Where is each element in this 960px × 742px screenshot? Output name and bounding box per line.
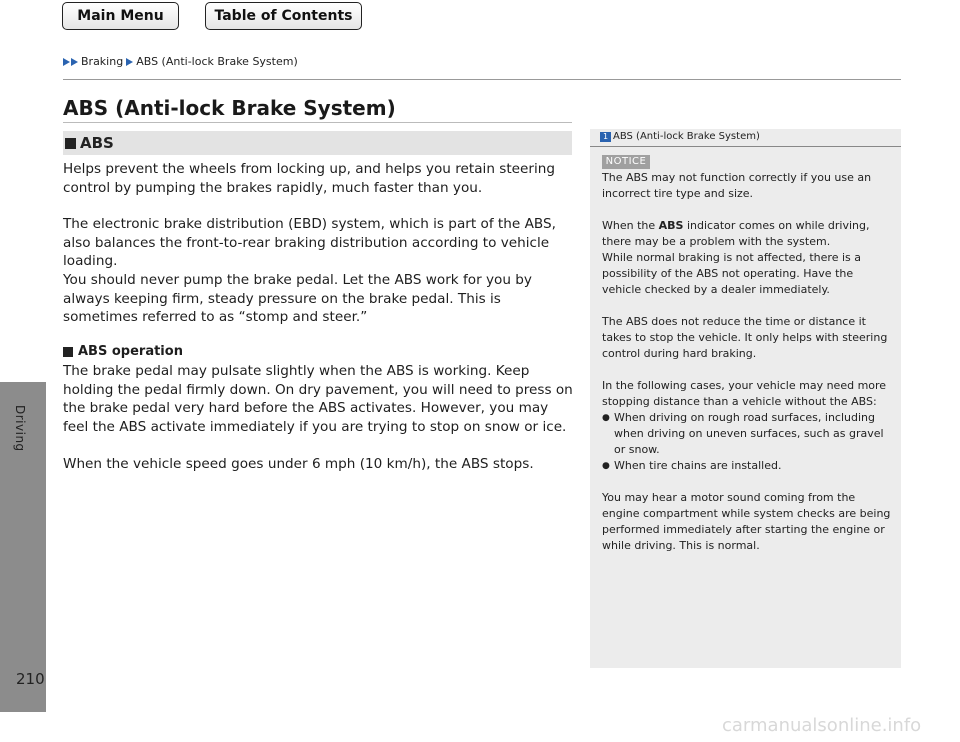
paragraph: The brake pedal may pulsate slightly when the ABS is working. Keep holding the pedal firmly down. On dry pavement, you will need to press on the brake pedal very hard before the ABS activates. However, you may feel the ABS activate immediately if you are trying to stop on snow or ice.	[63, 363, 573, 435]
breadcrumb-arrow-icon	[71, 58, 78, 66]
paragraph: The electronic brake distribution (EBD) system, which is part of the ABS, also balances the front-to-rear braking distribution according to vehicle loading.	[63, 216, 556, 269]
indicator-text-post: indicator comes on while driving, there may be a problem with the system.	[602, 219, 870, 248]
paragraph: Helps prevent the wheels from locking up, and helps you retain steering control by pumping the brakes rapidly, much faster than you.	[63, 161, 556, 196]
conditions-list	[602, 410, 894, 474]
indicator-paragraph	[602, 218, 894, 250]
breadcrumb-item-braking[interactable]: Braking	[81, 55, 124, 68]
page-title: ABS (Anti-lock Brake System)	[63, 96, 396, 120]
section-title: ABS	[80, 134, 114, 152]
header-divider	[63, 79, 901, 80]
note-paragraph: While normal braking is not affected, there is a possibility of the ABS not operating. Have the vehicle checked by a dealer immediately.	[602, 251, 861, 296]
square-bullet-icon	[65, 138, 76, 149]
list-item: ● When tire chains are installed.	[602, 458, 894, 474]
title-divider	[63, 122, 572, 123]
side-tab-label: Driving	[13, 405, 27, 452]
watermark: carmanualsonline.info	[722, 715, 922, 736]
breadcrumb	[63, 55, 298, 68]
side-note-heading-text: ABS (Anti-lock Brake System)	[613, 131, 760, 142]
reference-number-icon: 1	[600, 132, 611, 142]
abs-indicator-label: ABS	[658, 219, 684, 232]
breadcrumb-item-abs: ABS (Anti-lock Brake System)	[136, 55, 298, 68]
paragraph: You should never pump the brake pedal. Let the ABS work for you by always keeping firm, steady pressure on the brake pedal. This is sometimes referred to as “stomp and steer.”	[63, 272, 532, 325]
note-paragraph: In the following cases, your vehicle may need more stopping distance than a vehicle without the ABS:	[602, 379, 887, 408]
main-menu-button[interactable]: Main Menu	[62, 2, 179, 30]
indicator-text-pre: When the	[602, 219, 659, 232]
list-item: ● When driving on rough road surfaces, including when driving on uneven surfaces, such as gravel or snow.	[602, 410, 894, 458]
breadcrumb-arrow-icon	[126, 58, 133, 66]
square-bullet-icon	[63, 347, 73, 357]
table-of-contents-button[interactable]: Table of Contents	[205, 2, 362, 30]
notice-text: The ABS may not function correctly if you use an incorrect tire type and size.	[602, 171, 872, 200]
subsection-header-abs-operation	[63, 344, 183, 359]
page-number: 210	[16, 670, 45, 688]
paragraph: When the vehicle speed goes under 6 mph (10 km/h), the ABS stops.	[63, 456, 534, 472]
side-note-heading	[600, 131, 760, 142]
section-header-abs	[63, 131, 572, 155]
breadcrumb-arrow-icon	[63, 58, 70, 66]
note-paragraph: You may hear a motor sound coming from the engine compartment while system checks are being performed immediately after starting the engine or while driving. This is normal.	[602, 491, 891, 552]
notice-badge: NOTICE	[602, 155, 650, 169]
note-paragraph: The ABS does not reduce the time or distance it takes to stop the vehicle. It only helps with steering control during hard braking.	[602, 315, 888, 360]
side-note-divider	[590, 146, 901, 147]
subsection-title: ABS operation	[78, 344, 183, 359]
